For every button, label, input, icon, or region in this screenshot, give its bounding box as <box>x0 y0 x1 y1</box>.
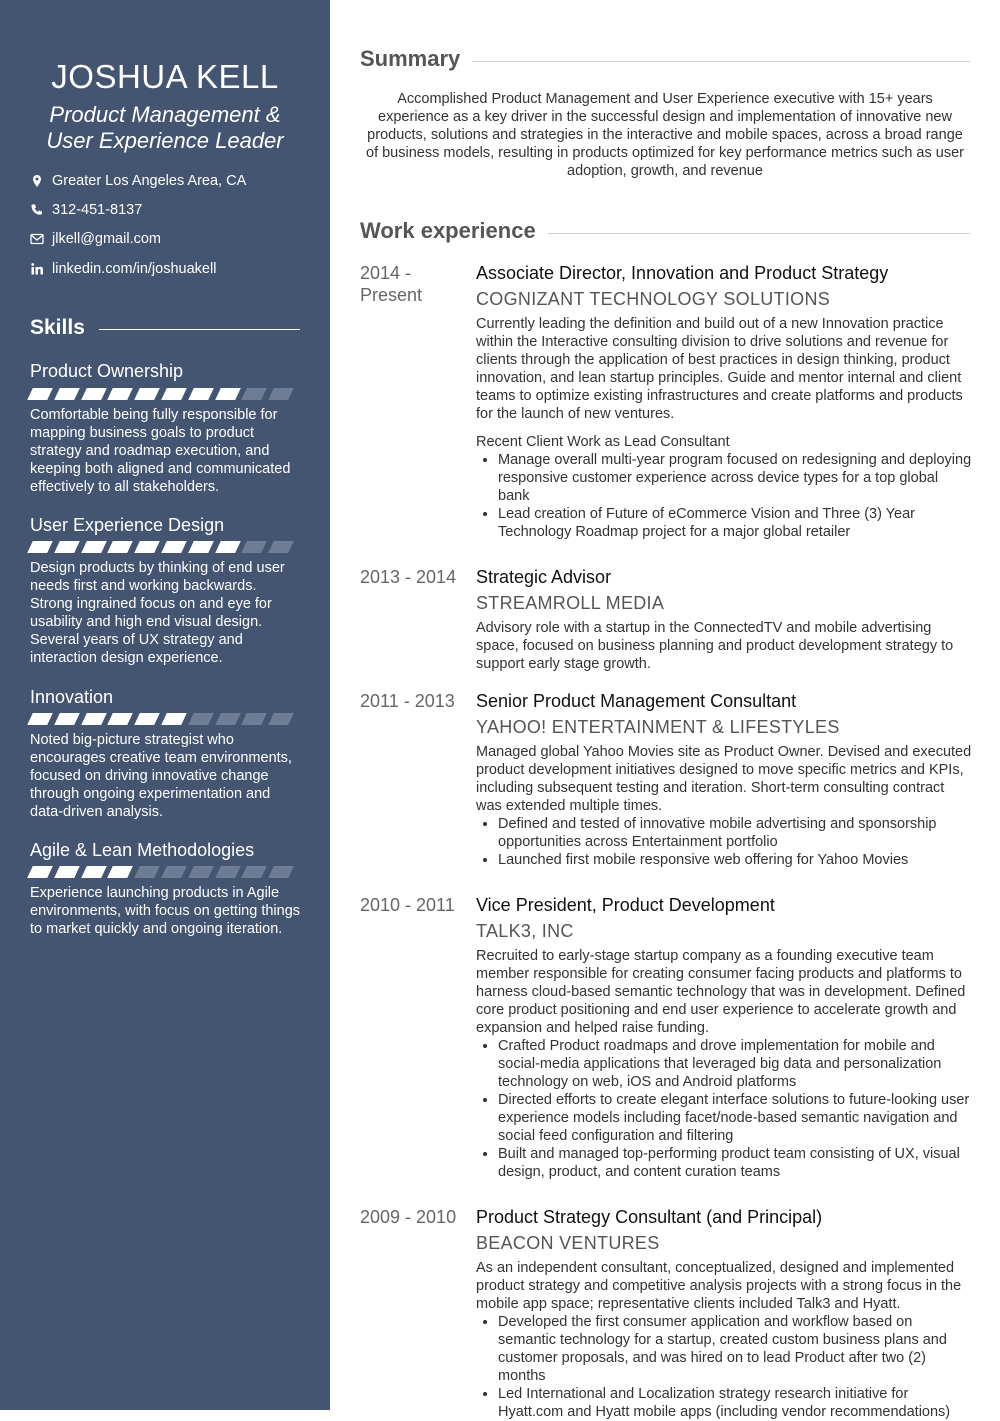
job-date <box>360 690 470 712</box>
skill-rating-bar <box>30 388 298 400</box>
job-date-start: 2014 - <box>360 263 412 283</box>
job-company: TALK3, INC <box>476 921 574 941</box>
rating-segment-empty <box>242 713 268 725</box>
rating-segment-filled <box>81 388 107 400</box>
job-entry <box>476 894 972 1181</box>
summary-title: Summary <box>360 46 461 71</box>
skill-name: User Experience Design <box>30 515 225 535</box>
skill-name: Innovation <box>30 687 114 707</box>
skills-divider <box>99 329 300 330</box>
rating-segment-filled <box>188 388 214 400</box>
rating-segment-filled <box>27 866 53 878</box>
contact-linkedin[interactable] <box>30 261 216 277</box>
job-date <box>360 894 470 916</box>
job-bullets <box>476 1313 972 1421</box>
location-pin-icon <box>30 174 44 188</box>
email-link[interactable]: jlkell@gmail.com <box>52 231 161 247</box>
skills-title: Skills <box>30 316 85 339</box>
rating-segment-filled <box>108 388 134 400</box>
rating-segment-filled <box>54 541 80 553</box>
skill-name: Agile & Lean Methodologies <box>30 840 255 860</box>
job-bullet: • Built and managed top-performing product team consisting of UX, visual design, product, and content curation teams <box>498 1145 972 1181</box>
skills-heading <box>30 316 300 340</box>
job-date <box>360 566 470 588</box>
rating-segment-empty <box>268 866 294 878</box>
headline-line-2: User Experience Leader <box>46 128 284 153</box>
job-date-range: 2011 - 2013 <box>360 691 455 711</box>
rating-segment-empty <box>268 713 294 725</box>
rating-segment-filled <box>54 866 80 878</box>
skill-rating-bar <box>30 541 298 553</box>
job-entry <box>476 1206 972 1421</box>
job-description: Advisory role with a startup in the ConnectedTV and mobile advertising space, focused on business planning and product development strategy to support early stage growth. <box>476 620 954 672</box>
rating-segment-empty <box>215 713 241 725</box>
job-company: YAHOO! ENTERTAINMENT & LIFESTYLES <box>476 717 840 737</box>
linkedin-link[interactable]: linkedin.com/in/joshuakell <box>52 261 217 277</box>
rating-segment-filled <box>161 541 187 553</box>
rating-segment-empty <box>268 388 294 400</box>
skill-name: Product Ownership <box>30 361 184 381</box>
job-company: STREAMROLL MEDIA <box>476 593 665 613</box>
envelope-icon <box>30 232 44 246</box>
rating-segment-empty <box>242 541 268 553</box>
linkedin-icon <box>30 262 44 276</box>
headline <box>0 102 330 154</box>
job-company: BEACON VENTURES <box>476 1233 660 1253</box>
job-title: Strategic Advisor <box>476 567 612 587</box>
skill-rating-bar <box>30 866 298 878</box>
phone-icon <box>30 203 44 217</box>
job-entry <box>476 262 972 541</box>
rating-segment-empty <box>268 541 294 553</box>
rating-segment-empty <box>215 866 241 878</box>
candidate-name: JOSHUA KELL <box>51 58 279 95</box>
contact-phone <box>30 202 142 218</box>
rating-segment-filled <box>134 713 160 725</box>
job-bullet: • Developed the first consumer application and workflow based on semantic technology for a startup, created custom business plans and customer proposals, and was hired on to lead Product after two (2) months <box>498 1313 972 1385</box>
rating-segment-filled <box>54 388 80 400</box>
work-title: Work experience <box>360 218 536 243</box>
job-bullet: • Launched first mobile responsive web offering for Yahoo Movies <box>498 851 972 869</box>
work-heading <box>360 218 970 244</box>
job-bullet: • Directed efforts to create elegant interface solutions to future-looking user experience models including facet/node-based semantic navigation and social feed configuration and filtering <box>498 1091 972 1145</box>
rating-segment-filled <box>215 541 241 553</box>
job-bullet: • Defined and tested of innovative mobile advertising and sponsorship opportunities across Entertainment portfolio <box>498 815 972 851</box>
rating-segment-filled <box>27 388 53 400</box>
skill-description: Design products by thinking of end user needs first and working backwards. Strong ingrained focus on and eye for usability and high end visual design. Several years of UX strategy and interaction design experience. <box>30 560 285 666</box>
phone-text: 312-451-8137 <box>52 202 143 218</box>
rating-segment-filled <box>81 541 107 553</box>
rating-segment-filled <box>215 388 241 400</box>
rating-segment-empty <box>134 866 160 878</box>
rating-segment-empty <box>188 713 214 725</box>
job-description: Currently leading the definition and build out of a new Innovation practice within the Interactive consulting division to drive solutions and revenue for clients through the application of best practices in design thinking, product innovation, and lean startup principles. Guide and mentor internal and client teams to optimize existing infrastructures and create platforms and products for the launch of new ventures. <box>476 316 963 422</box>
job-bullets <box>476 451 972 541</box>
rating-segment-empty <box>242 866 268 878</box>
job-title: Senior Product Management Consultant <box>476 691 797 711</box>
job-bullet: • Crafted Product roadmaps and drove implementation for mobile and social-media applications that leveraged big data and personalization technology on web, iOS and Android platforms <box>498 1037 972 1091</box>
job-bullet: • Manage overall multi-year program focused on redesigning and deploying responsive customer experience across device types for a top global bank <box>498 451 972 505</box>
rating-segment-filled <box>27 713 53 725</box>
rating-segment-filled <box>161 388 187 400</box>
rating-segment-filled <box>81 866 107 878</box>
job-date <box>360 262 470 306</box>
rating-segment-filled <box>81 713 107 725</box>
skill-description: Comfortable being fully responsible for mapping business goals to product strategy and roadmap execution, and keeping both aligned and communicated effectively to all stakeholders. <box>30 407 291 495</box>
sidebar <box>0 0 330 1410</box>
job-bullets <box>476 1037 972 1181</box>
job-title: Vice President, Product Development <box>476 895 775 915</box>
rating-segment-filled <box>54 713 80 725</box>
rating-segment-empty <box>188 866 214 878</box>
job-subheading: Recent Client Work as Lead Consultant <box>476 434 730 450</box>
job-bullets <box>476 815 972 869</box>
rating-segment-filled <box>108 541 134 553</box>
skill-description: Experience launching products in Agile environments, with focus on getting things to market quickly and ongoing iteration. <box>30 885 301 937</box>
contact-location <box>30 173 246 189</box>
rating-segment-filled <box>188 541 214 553</box>
job-title: Product Strategy Consultant (and Principal) <box>476 1207 823 1227</box>
rating-segment-filled <box>108 866 134 878</box>
rating-segment-empty <box>242 388 268 400</box>
summary-text: Accomplished Product Management and User Experience executive with 15+ years experience as a key driver in the successful design and implementation of innovative new products, solutions and strategies in the interactive and mobile spaces, across a broad range of business models, resulting in products optimized for key performance metrics such as user adoption, growth, and revenue <box>366 91 964 179</box>
job-description: As an independent consultant, conceptualized, designed and implemented product strategy and competitive analysis projects with a strong focus in the mobile app space; representative clients included Talk3 and Hyatt. <box>476 1260 962 1312</box>
rating-segment-empty <box>161 866 187 878</box>
job-title: Associate Director, Innovation and Product Strategy <box>476 263 889 283</box>
work-divider <box>548 233 970 234</box>
job-bullet: • Lead creation of Future of eCommerce Vision and Three (3) Year Technology Roadmap project for a major global retailer <box>498 505 972 541</box>
job-description: Managed global Yahoo Movies site as Product Owner. Devised and executed product development initiatives designed to move specific metrics and KPIs, including subsequent testing and iteration. Short-term consulting contract was extended multiple times. <box>476 744 972 814</box>
job-date-end: Present <box>360 285 423 305</box>
skill-description: Noted big-picture strategist who encourages creative team environments, focused on driving innovative change through ongoing experimentation and data-driven analysis. <box>30 732 292 820</box>
job-company: COGNIZANT TECHNOLOGY SOLUTIONS <box>476 289 831 309</box>
job-date-range: 2013 - 2014 <box>360 567 457 587</box>
rating-segment-filled <box>27 541 53 553</box>
contact-email[interactable] <box>30 231 161 247</box>
job-date <box>360 1206 470 1228</box>
location-text: Greater Los Angeles Area, CA <box>52 173 247 189</box>
job-bullet: • Led International and Localization strategy research initiative for Hyatt.com and Hyatt mobile apps (including vendor recommendations) <box>498 1385 972 1421</box>
job-entry <box>476 566 972 673</box>
summary-divider <box>472 61 970 62</box>
rating-segment-filled <box>134 388 160 400</box>
job-date-range: 2009 - 2010 <box>360 1207 457 1227</box>
job-entry <box>476 690 972 869</box>
rating-segment-filled <box>134 541 160 553</box>
skill-rating-bar <box>30 713 298 725</box>
summary-heading <box>360 46 970 72</box>
rating-segment-filled <box>108 713 134 725</box>
headline-line-1: Product Management & <box>49 102 281 127</box>
job-description: Recruited to early-stage startup company as a founding executive team member responsible for creating consumer facing products and platforms to harness cloud-based semantic technology that was in development. Defined core product positioning and end user experience to accelerate growth and expansion and helped raise funding. <box>476 948 966 1036</box>
rating-segment-filled <box>161 713 187 725</box>
job-date-range: 2010 - 2011 <box>360 895 455 915</box>
